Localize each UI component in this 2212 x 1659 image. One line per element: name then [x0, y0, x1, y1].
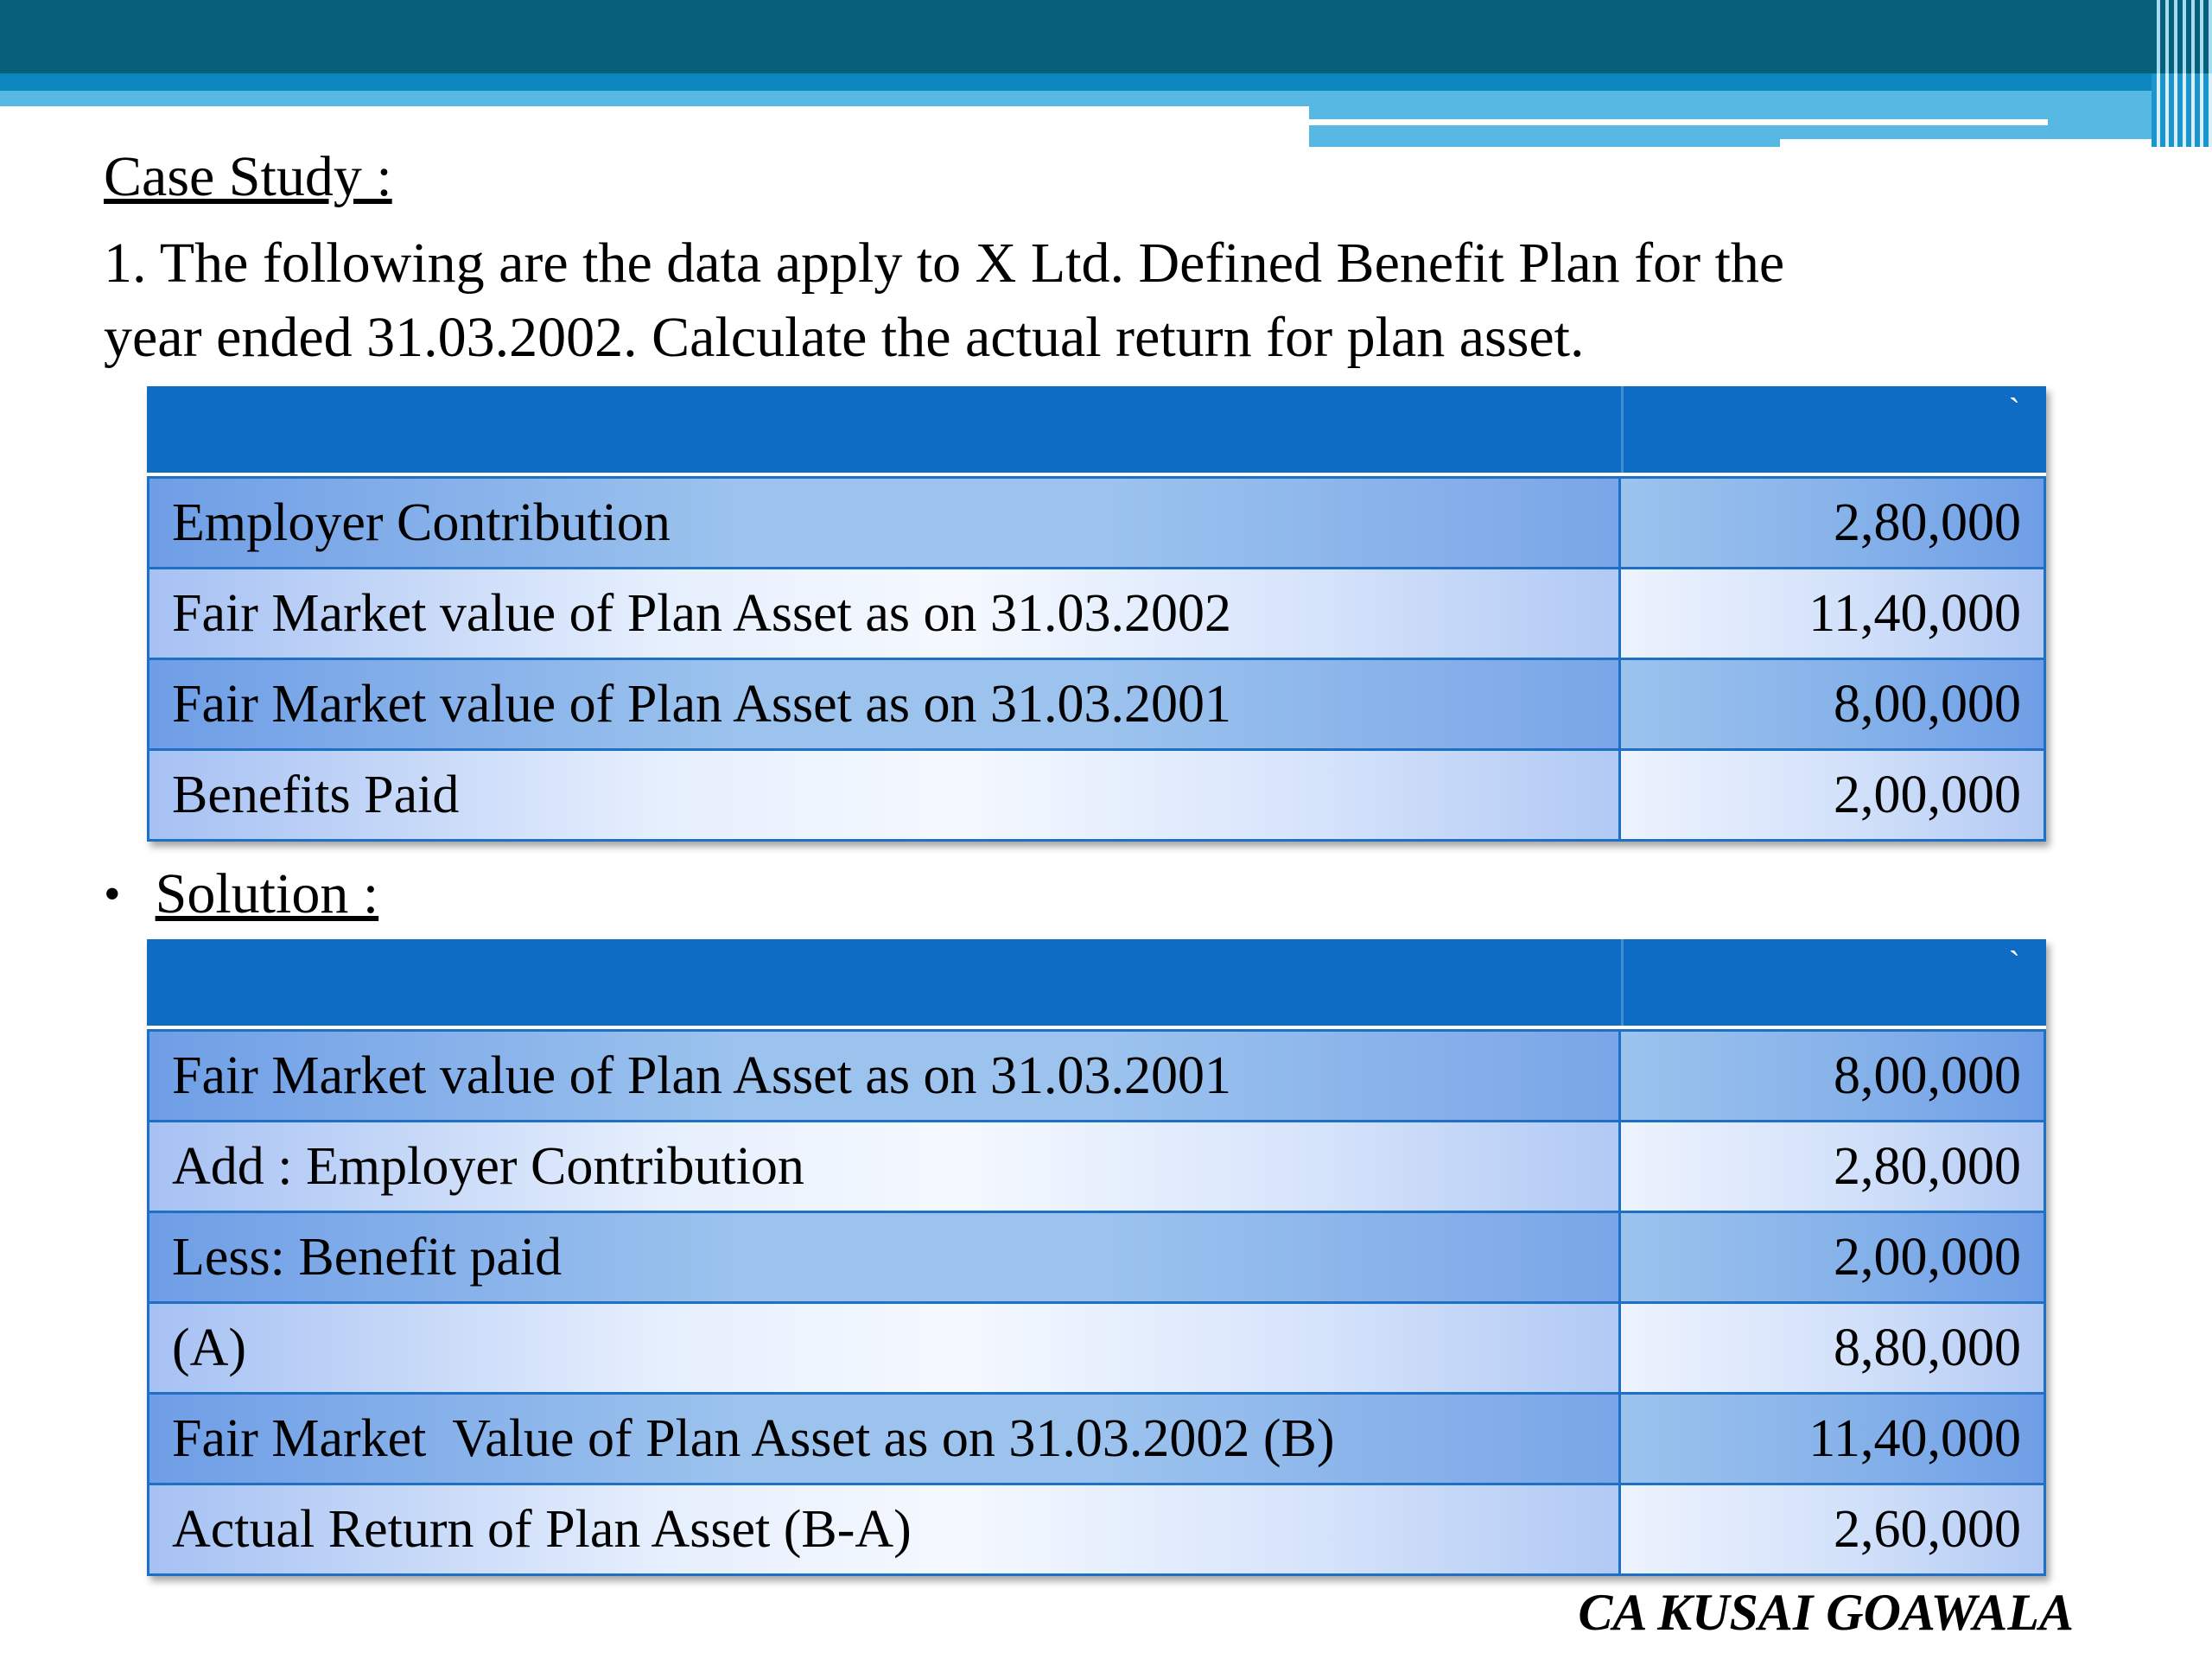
case-study-heading: Case Study : — [104, 145, 392, 208]
row-label: (A) — [147, 1304, 1621, 1392]
header-stripes — [2152, 73, 2212, 147]
table-row — [147, 658, 2046, 748]
header-accent-line — [1309, 119, 2048, 125]
row-amount: 2,00,000 — [1621, 751, 2046, 839]
row-amount: 2,00,000 — [1621, 1213, 2046, 1301]
header-accent-line — [1780, 139, 2212, 147]
bullet-icon: • — [104, 868, 121, 921]
header-band-teal — [0, 73, 2212, 91]
table-row — [147, 476, 2046, 567]
header-band-dark — [0, 0, 2212, 73]
header-cell — [147, 386, 1624, 473]
solution-table — [147, 939, 2046, 1576]
table-row — [147, 1029, 2046, 1120]
row-amount: 2,80,000 — [1621, 1122, 2046, 1211]
row-amount: 8,00,000 — [1621, 660, 2046, 748]
table-row — [147, 1120, 2046, 1211]
solution-label: Solution : — [155, 862, 379, 925]
currency-symbol: ` — [2008, 391, 2020, 429]
table-row — [147, 1483, 2046, 1576]
author-footer: CA KUSAI GOAWALA — [1578, 1584, 2074, 1641]
solution-heading — [104, 860, 378, 929]
table-row — [147, 1211, 2046, 1301]
header-cell — [1624, 386, 2046, 473]
header-cell — [147, 939, 1624, 1026]
row-amount: 2,80,000 — [1621, 479, 2046, 567]
row-label: Fair Market Value of Plan Asset as on 31.03.2002 (B) — [147, 1395, 1621, 1483]
data-table — [147, 386, 2046, 842]
row-amount: 8,00,000 — [1621, 1032, 2046, 1120]
row-amount: 8,80,000 — [1621, 1304, 2046, 1392]
table-header — [147, 939, 2046, 1029]
question-paragraph — [104, 226, 2005, 375]
row-amount: 11,40,000 — [1621, 569, 2046, 658]
table-row — [147, 1392, 2046, 1483]
header-cell — [1624, 939, 2046, 1026]
row-label: Actual Return of Plan Asset (B-A) — [147, 1485, 1621, 1573]
currency-symbol: ` — [2008, 944, 2020, 982]
header-band-light — [0, 91, 1309, 106]
row-label: Fair Market value of Plan Asset as on 31.03.2001 — [147, 1032, 1621, 1120]
row-label: Add : Employer Contribution — [147, 1122, 1621, 1211]
row-label: Fair Market value of Plan Asset as on 31.03.2002 — [147, 569, 1621, 658]
row-label: Benefits Paid — [147, 751, 1621, 839]
table-header — [147, 386, 2046, 476]
table-row — [147, 748, 2046, 842]
question-line: year ended 31.03.2002. Calculate the actual return for plan asset. — [104, 306, 1585, 369]
table-row — [147, 1301, 2046, 1392]
row-label: Less: Benefit paid — [147, 1213, 1621, 1301]
row-amount: 11,40,000 — [1621, 1395, 2046, 1483]
table-row — [147, 567, 2046, 658]
row-amount: 2,60,000 — [1621, 1485, 2046, 1573]
row-label: Employer Contribution — [147, 479, 1621, 567]
question-line: 1. The following are the data apply to X Ltd. Defined Benefit Plan for the — [104, 232, 1785, 295]
row-label: Fair Market value of Plan Asset as on 31.03.2001 — [147, 660, 1621, 748]
